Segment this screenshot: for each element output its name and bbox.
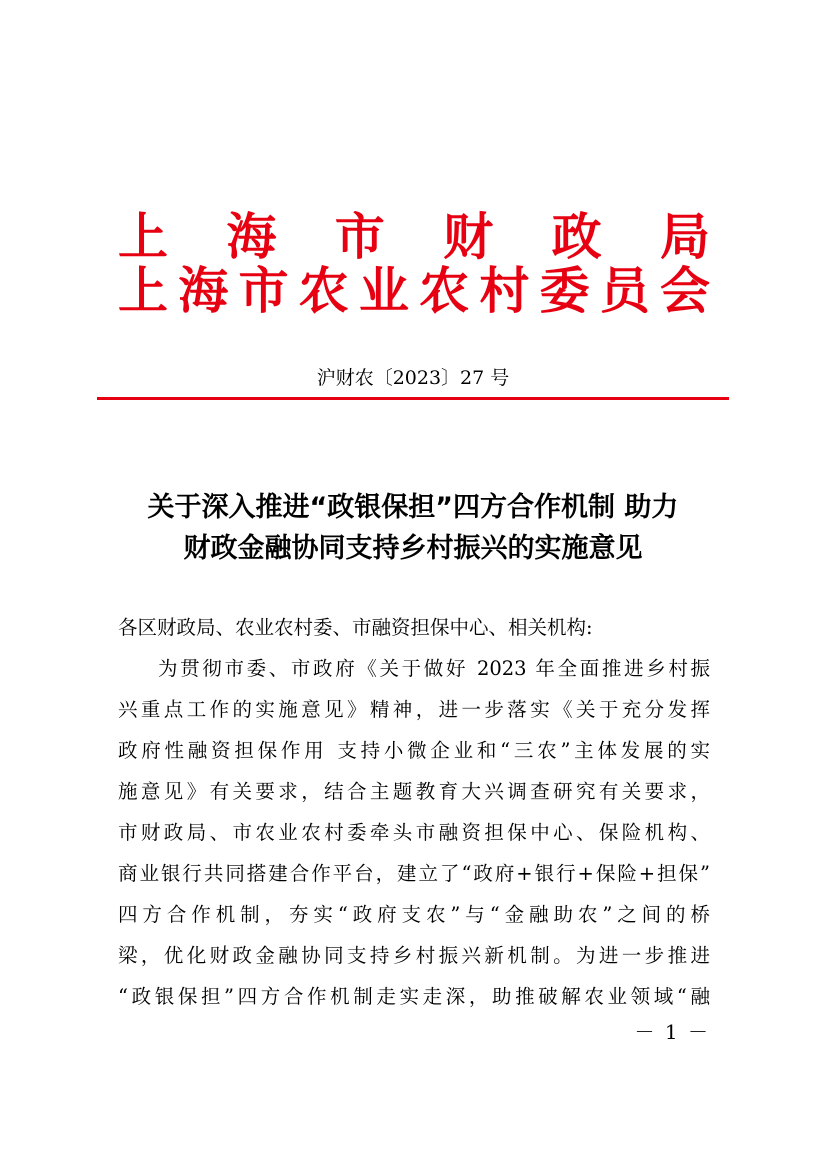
header-char: 上 (118, 207, 168, 266)
header-char: 业 (358, 261, 409, 320)
header-char: 员 (599, 261, 650, 320)
body-line: “政银保担”四方合作机制走实走深，助推破解农业领域“融 (118, 985, 710, 1008)
body-line: 四方合作机制，夯实“政府支农”与“金融助农”之间的桥 (118, 903, 710, 926)
document-title-line-1: 关于深入推进“政银保担”四方合作机制 助力 (147, 492, 679, 523)
body-line: 施意见》有关要求，结合主题教育大兴调查研究有关要求， (118, 780, 710, 803)
salutation: 各区财政局、农业农村委、市融资担保中心、相关机构: (118, 616, 593, 639)
header-char: 农 (419, 261, 470, 320)
body-line: 政府性融资担保作用 支持小微企业和“三农”主体发展的实 (118, 739, 710, 762)
document-title-line-2: 财政金融协同支持乡村振兴的实施意见 (183, 533, 643, 564)
body-line: 梁，优化财政金融协同支持乡村振兴新机制。为进一步推进 (118, 944, 710, 967)
body-line: 为贯彻市委、市政府《关于做好 2023 年全面推进乡村振 (158, 657, 710, 680)
header-char: 市 (238, 261, 289, 320)
header-char: 农 (298, 261, 349, 320)
header-char: 市 (334, 207, 385, 266)
header-char: 上 (118, 261, 168, 320)
issuing-authority-agriculture-committee (118, 261, 710, 320)
red-separator-line (97, 397, 729, 400)
document-number: 沪财农〔2023〕27 号 (316, 367, 510, 389)
header-char: 财 (443, 207, 494, 266)
issuing-authority-finance-bureau (118, 207, 710, 266)
page-number: － 1 － (634, 1020, 710, 1044)
header-char: 局 (659, 207, 710, 266)
header-char: 海 (178, 261, 229, 320)
header-char: 海 (226, 207, 277, 266)
body-line: 商业银行共同搭建合作平台，建立了“政府+银行+保险+担保” (118, 862, 710, 885)
header-char: 委 (539, 261, 590, 320)
body-line: 兴重点工作的实施意见》精神，进一步落实《关于充分发挥 (118, 698, 710, 721)
header-char: 村 (479, 261, 530, 320)
header-char: 会 (659, 261, 710, 320)
body-line: 市财政局、市农业农村委牵头市融资担保中心、保险机构、 (118, 821, 710, 844)
header-char: 政 (551, 207, 602, 266)
